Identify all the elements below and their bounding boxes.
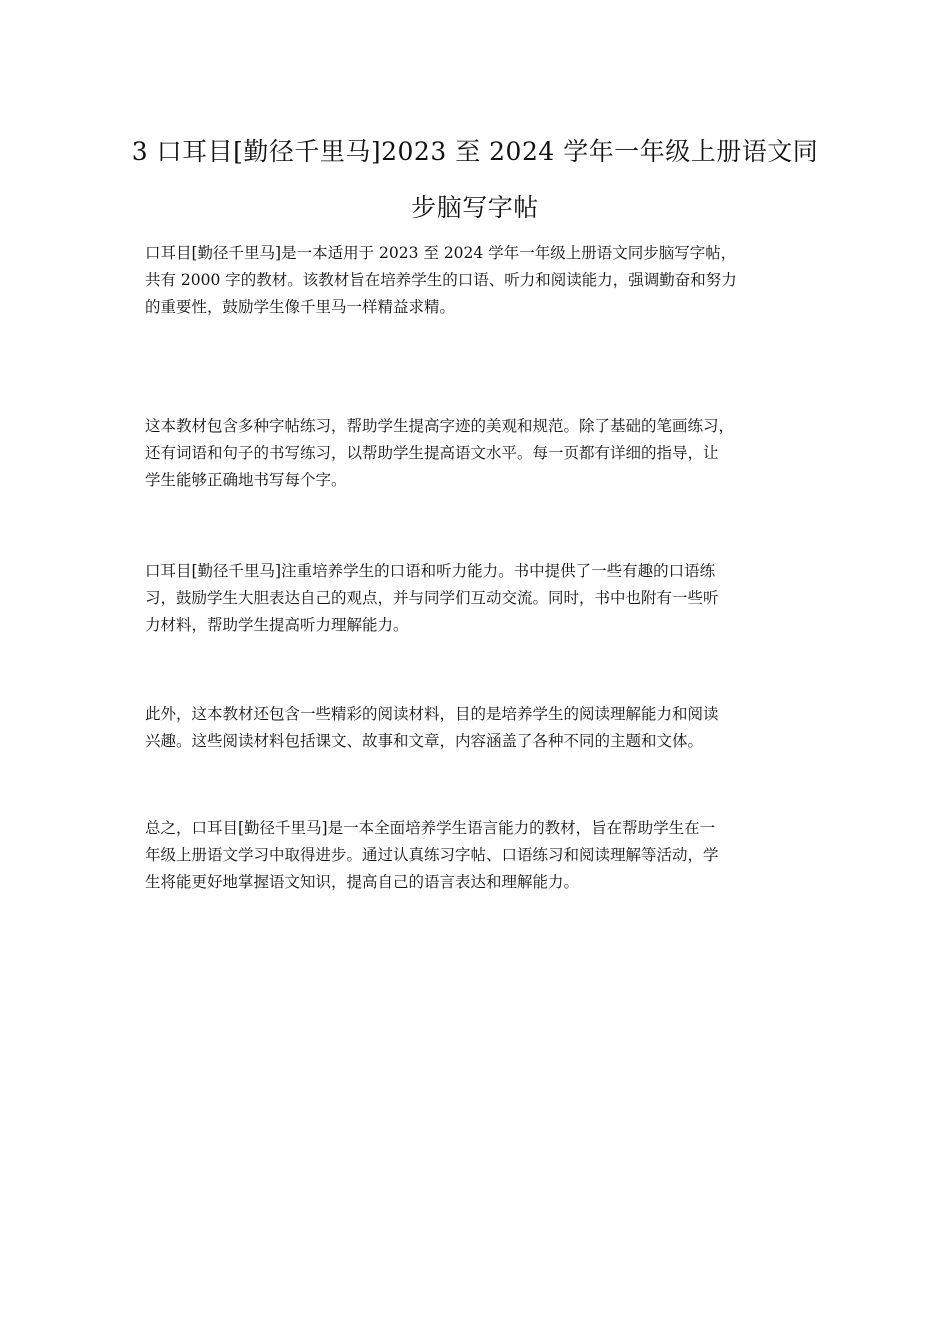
paragraph-line: 还有词语和句子的书写练习，以帮助学生提高语文水平。每一页都有详细的指导，让 xyxy=(145,444,719,462)
paragraph-4 xyxy=(145,701,825,755)
paragraph-line: 此外，这本教材还包含一些精彩的阅读材料，目的是培养学生的阅读理解能力和阅读 xyxy=(145,705,719,723)
paragraph-line: 兴趣。这些阅读材料包括课文、故事和文章，内容涵盖了各种不同的主题和文体。 xyxy=(145,732,704,750)
paragraph-line: 年级上册语文学习中取得进步。通过认真练习字帖、口语练习和阅读理解等活动，学 xyxy=(145,846,719,864)
paragraph-line: 习，鼓励学生大胆表达自己的观点，并与同学们互动交流。同时，书中也附有一些听 xyxy=(145,589,719,607)
paragraph-line: 力材料，帮助学生提高听力理解能力。 xyxy=(145,616,409,634)
paragraph-2 xyxy=(145,413,825,494)
paragraph-line: 的重要性，鼓励学生像千里马一样精益求精。 xyxy=(145,298,456,316)
paragraph-1 xyxy=(145,240,825,321)
paragraph-line: 这本教材包含多种字帖练习，帮助学生提高字迹的美观和规范。除了基础的笔画练习， xyxy=(145,417,735,435)
paragraph-line: 共有 2000 字的教材。该教材旨在培养学生的口语、听力和阅读能力，强调勤奋和努力 xyxy=(145,271,737,289)
paragraph-5 xyxy=(145,815,825,896)
title-line-1: 3 口耳目[勤径千里马]2023 至 2024 学年一年级上册语文同 xyxy=(131,137,819,166)
paragraph-line: 口耳目[勤径千里马]是一本适用于 2023 至 2024 学年一年级上册语文同步脑写字帖， xyxy=(145,244,737,262)
paragraph-line: 总之，口耳目[勤径千里马]是一本全面培养学生语言能力的教材，旨在帮助学生在一 xyxy=(145,819,716,837)
title-line-2: 步脑写字帖 xyxy=(411,193,539,222)
paragraph-line: 学生能够正确地书写每个字。 xyxy=(145,471,347,489)
paragraph-line: 生将能更好地掌握语文知识，提高自己的语言表达和理解能力。 xyxy=(145,873,580,891)
document-title xyxy=(120,124,830,236)
paragraph-line: 口耳目[勤径千里马]注重培养学生的口语和听力能力。书中提供了一些有趣的口语练 xyxy=(145,562,716,580)
paragraph-3 xyxy=(145,558,825,639)
